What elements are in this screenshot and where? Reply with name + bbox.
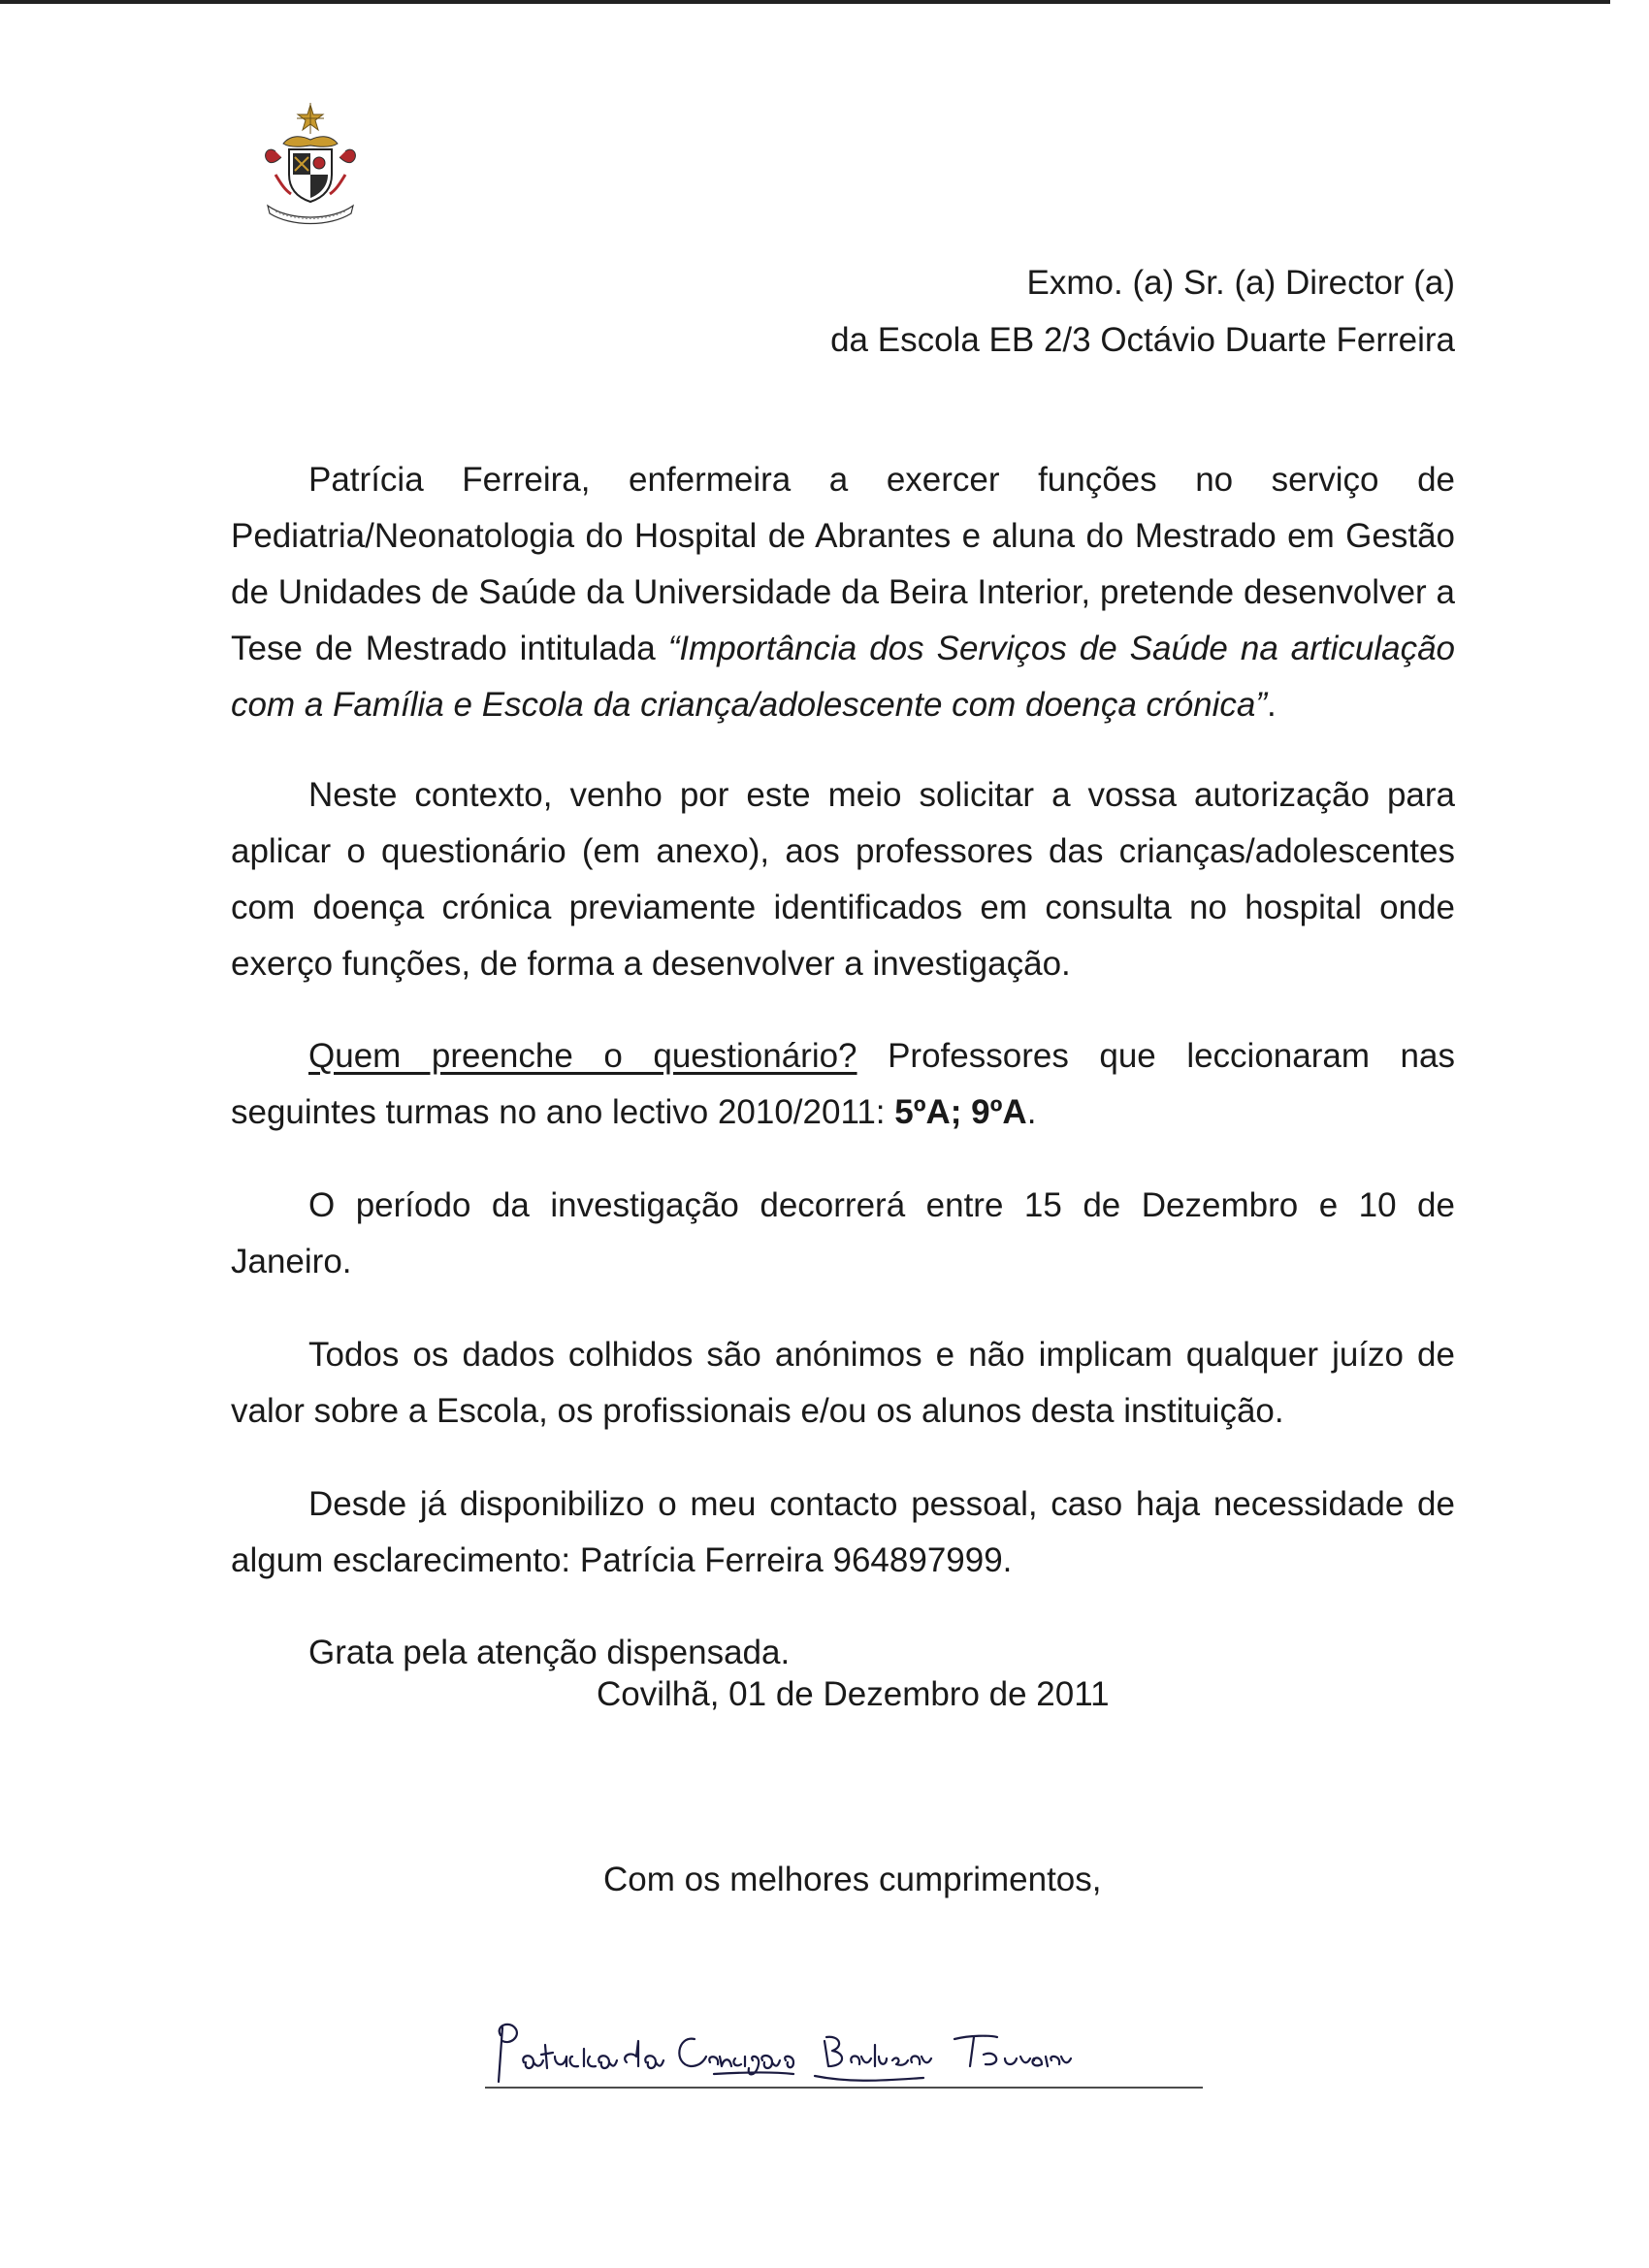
- letter-body: [231, 452, 1455, 1681]
- question-label: Quem preenche o questionário?: [308, 1037, 857, 1075]
- question-classes: 5ºA; 9ºA: [894, 1093, 1027, 1131]
- period-paragraph: O período da investigação decorrerá entre 15 de Dezembro e 10 de Janeiro.: [231, 1186, 1455, 1280]
- thesis-title: “Importância dos Serviços de Saúde na articulação com a Família e Escola da criança/adolescente com doença crónica”: [231, 630, 1456, 724]
- place-date: Covilhã, 01 de Dezembro de 2011: [597, 1675, 1110, 1713]
- question-paragraph: [231, 1028, 1455, 1141]
- anonymity-paragraph: Todos os dados colhidos são anónimos e não implicam qualquer juízo de valor sobre a Escola, os profissionais e/ou os alunos desta instituição.: [231, 1336, 1455, 1430]
- question-end: .: [1026, 1093, 1037, 1131]
- intro-end: .: [1267, 686, 1277, 724]
- university-crest-icon: [254, 101, 367, 229]
- contact-paragraph: Desde já disponibilizo o meu contacto pessoal, caso haja necessidade de algum esclarecimento: Patrícia Ferreira 964897999.: [231, 1485, 1455, 1579]
- crest-star-icon: [297, 103, 324, 134]
- recipient-line-1: Exmo. (a) Sr. (a) Director (a): [1026, 264, 1455, 302]
- thanks-paragraph: Grata pela atenção dispensada.: [308, 1634, 791, 1671]
- closing-regards: Com os melhores cumprimentos,: [603, 1861, 1102, 1898]
- intro-paragraph: [231, 452, 1455, 733]
- request-paragraph: Neste contexto, venho por este meio solicitar a vossa autorização para aplicar o questionário (em anexo), aos professores das crianças/adolescentes com doença crónica previamente identificados em consulta no hospital onde exerço funções, de forma a desenvolver a investigação.: [231, 776, 1455, 983]
- recipient-line-2: da Escola EB 2/3 Octávio Duarte Ferreira: [830, 321, 1455, 359]
- question-text: Professores que leccionaram nas seguintes turmas no ano lectivo 2010/2011:: [231, 1037, 1455, 1131]
- recipient-address: [830, 254, 1455, 369]
- handwritten-signature: [485, 2006, 1203, 2103]
- intro-text: Patrícia Ferreira, enfermeira a exercer funções no serviço de Pediatria/Neonatologia do Hospital de Abrantes e aluna do Mestrado em Gestão de Unidades de Saúde da Universidade da Beira Interior, pretende desenvolver a Tese de Mestrado intitulada: [231, 461, 1455, 667]
- page-top-rule: [0, 0, 1610, 4]
